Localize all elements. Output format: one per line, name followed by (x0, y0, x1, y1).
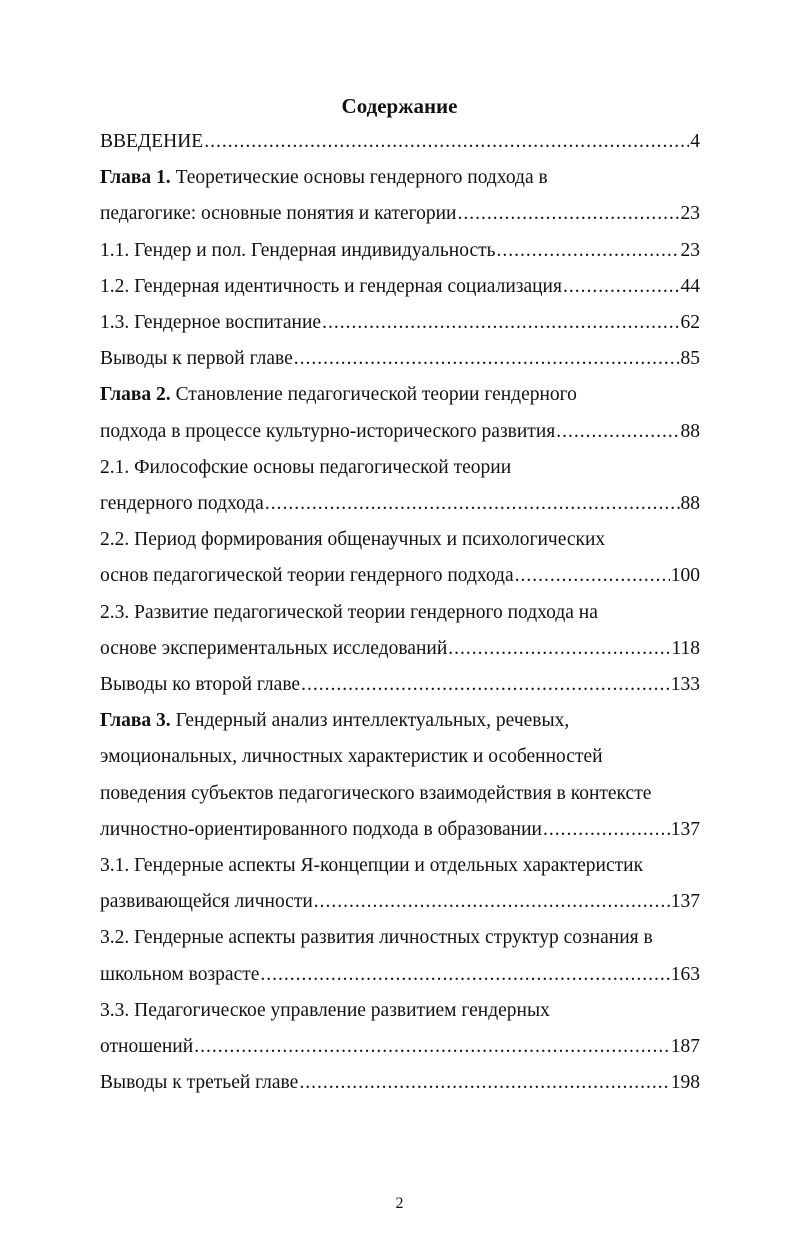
toc-entry-title: основе экспериментальных исследований (100, 637, 448, 659)
toc-entry-text (100, 671, 300, 699)
toc-entry-text (100, 635, 447, 663)
toc-page-number: 23 (680, 203, 700, 225)
dot-leader (194, 1033, 670, 1061)
toc-entry-text (100, 1069, 298, 1097)
toc-page-number: 4 (690, 131, 700, 152)
toc-line (100, 381, 700, 409)
toc-entry-title: отношений (100, 1036, 194, 1057)
toc-entry-text (100, 599, 598, 627)
toc-line (100, 599, 700, 627)
toc-line (100, 888, 700, 916)
toc-line (100, 128, 700, 156)
toc-entry-text (100, 273, 562, 301)
toc-entry-text (100, 997, 550, 1025)
toc-entry-text (100, 454, 511, 482)
toc-line (100, 635, 700, 663)
toc-page-number: 137 (670, 818, 700, 840)
toc-entry-title: 2.1. Философские основы педагогической теории (100, 456, 512, 478)
toc-page-number: 187 (670, 1036, 700, 1057)
toc-page-number: 23 (680, 239, 700, 261)
toc-entry-title: педагогике: основные понятия и категории (100, 203, 457, 225)
toc-entry-text (100, 418, 555, 446)
toc-entry-text (100, 961, 259, 989)
toc-entry-text (100, 526, 605, 554)
toc-entry-title: развивающейся личности (100, 891, 313, 913)
toc-entry-title: школьном возрасте (100, 963, 260, 985)
toc-entry-title: 1.1. Гендер и пол. Гендерная индивидуальность (100, 239, 496, 261)
toc-entry-title: основ педагогической теории гендерного подхода (100, 565, 514, 587)
toc-page-number: 163 (670, 963, 700, 985)
toc-entry-text (100, 128, 203, 156)
dot-leader (299, 1069, 669, 1097)
dot-leader (515, 562, 670, 590)
toc-line (100, 418, 700, 446)
toc-entry-text (100, 1033, 193, 1061)
toc-line (100, 526, 700, 554)
toc-page-number: 100 (670, 565, 700, 587)
page-number: 2 (395, 1195, 404, 1212)
toc-entry-text (100, 490, 264, 518)
toc-entry-text (100, 888, 313, 916)
toc-entry-text (100, 200, 456, 228)
toc-entry-text (100, 381, 577, 409)
toc-entry-text (100, 852, 643, 880)
toc-line (100, 200, 700, 228)
chapter-label: Глава 1. (100, 167, 171, 189)
toc-page-number: 198 (670, 1072, 700, 1094)
toc-entry-text (100, 816, 542, 844)
toc-line (100, 924, 700, 952)
toc-line (100, 816, 700, 844)
dot-leader (322, 309, 679, 337)
toc-line (100, 1033, 700, 1061)
toc-entry-text (100, 780, 651, 808)
toc-entry-title: 1.2. Гендерная идентичность и гендерная социализация (100, 275, 562, 297)
toc-entry-title: 1.3. Гендерное воспитание (100, 312, 322, 333)
toc-line (100, 309, 700, 337)
toc-entry-title: 2.3. Развитие педагогической теории гендерного подхода на (100, 601, 598, 623)
toc-page-number: 88 (680, 420, 700, 442)
toc-line (100, 707, 700, 735)
dot-leader (204, 128, 689, 156)
toc-line (100, 273, 700, 301)
toc-entry-title: 3.1. Гендерные аспекты Я-концепции и отдельных характеристик (100, 855, 644, 876)
toc-line (100, 997, 700, 1025)
dot-leader (497, 237, 680, 265)
chapter-label: Глава 3. (100, 710, 171, 732)
page-title: Содержание (341, 94, 458, 118)
toc-entry-title: Выводы ко второй главе (100, 674, 301, 695)
toc-entry-title: поведения субъектов педагогического взаимодействия в контексте (100, 782, 652, 804)
chapter-label: Глава 2. (100, 384, 171, 406)
toc-entry-title: 3.2. Гендерные аспекты развития личностных структур сознания в (100, 927, 653, 949)
toc-page-number: 133 (670, 674, 700, 695)
toc-line (100, 1069, 700, 1097)
toc-line (100, 164, 700, 192)
toc-entry-title: эмоциональных, личностных характеристик и особенностей (100, 746, 603, 768)
toc-entry-text (100, 309, 321, 337)
toc-entry-text (100, 924, 653, 952)
dot-leader (448, 635, 670, 663)
dot-leader (314, 888, 670, 916)
toc-entry-title: 2.2. Период формирования общенаучных и психологических (100, 529, 606, 551)
dot-leader (294, 345, 680, 373)
toc-line (100, 961, 700, 989)
toc-entry-title: Выводы к третьей главе (100, 1072, 299, 1094)
toc-entry-text (100, 164, 548, 192)
toc-line (100, 671, 700, 699)
toc-entry-text (100, 345, 293, 373)
toc-entry-title: гендерного подхода (100, 493, 264, 514)
dot-leader (265, 490, 680, 518)
dot-leader (543, 816, 670, 844)
toc-entry-text (100, 237, 496, 265)
toc-page-number: 137 (670, 891, 700, 913)
toc-entry-text (100, 707, 569, 735)
toc-line (100, 454, 700, 482)
dot-leader (457, 200, 679, 228)
toc-line (100, 743, 700, 771)
toc-entry-title: Становление педагогической теории гендерного (170, 384, 577, 406)
toc-entry-text (100, 743, 603, 771)
dot-leader (301, 671, 670, 699)
toc-page-number: 62 (680, 312, 700, 333)
toc-line (100, 490, 700, 518)
toc-line (100, 237, 700, 265)
toc-page-number: 118 (671, 637, 700, 659)
dot-leader (563, 273, 680, 301)
toc-entry-title: ВВЕДЕНИЕ (100, 131, 204, 152)
toc-entry-text (100, 562, 514, 590)
toc-page-number: 44 (680, 275, 700, 297)
toc-entry-title: Теоретические основы гендерного подхода в (170, 167, 548, 189)
toc-entry-title: 3.3. Педагогическое управление развитием гендерных (100, 999, 550, 1021)
toc-entry-title: Выводы к первой главе (100, 348, 293, 370)
toc-entry-title: подхода в процессе культурно-исторического развития (100, 420, 556, 442)
toc-entry-title: Гендерный анализ интеллектуальных, речевых, (170, 710, 570, 732)
toc-page-number: 88 (680, 493, 700, 514)
toc-line (100, 345, 700, 373)
dot-leader (556, 418, 679, 446)
dot-leader (260, 961, 669, 989)
toc-entry-title: личностно-ориентированного подхода в образовании (100, 818, 542, 840)
toc-line (100, 780, 700, 808)
toc-line (100, 852, 700, 880)
toc-page-number: 85 (680, 348, 700, 370)
toc-line (100, 562, 700, 590)
